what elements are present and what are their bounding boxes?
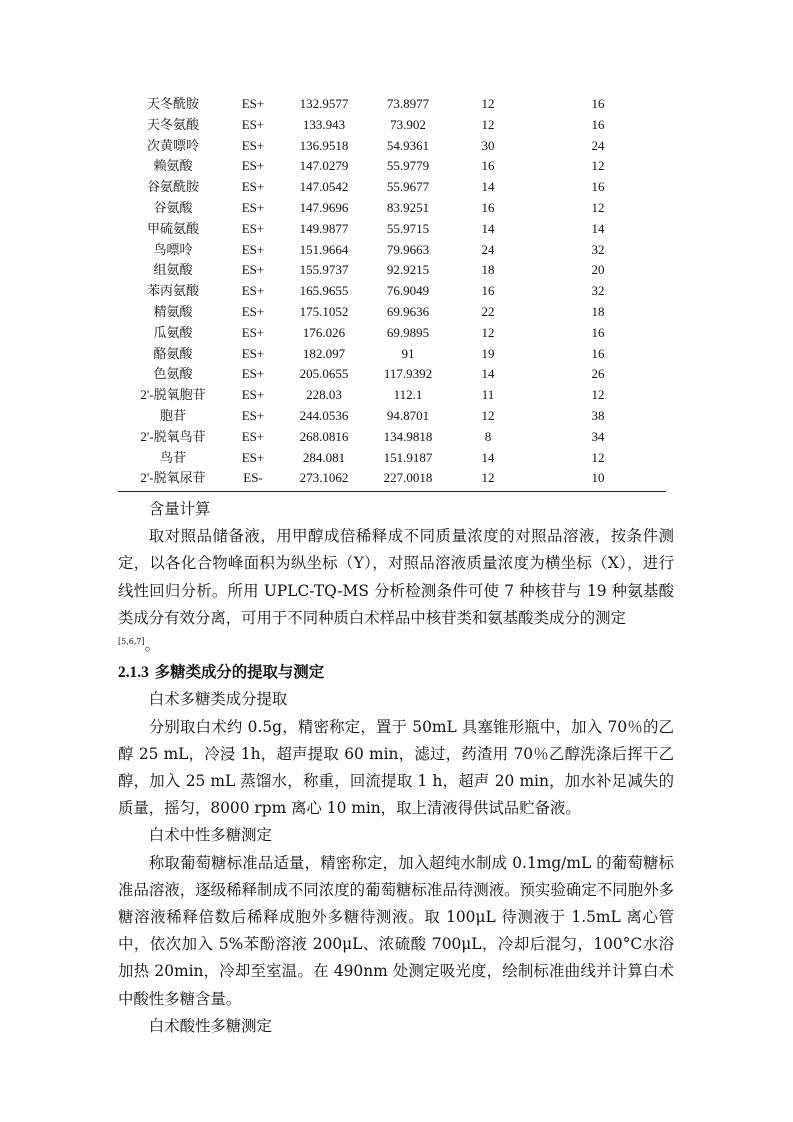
ion-mode-cell: ES+ [241, 387, 265, 403]
collision-energy-cell: 20 [591, 262, 605, 278]
ion-mode-cell: ES+ [241, 179, 265, 195]
cone-voltage-cell: 14 [481, 449, 495, 465]
collision-energy-cell: 32 [591, 283, 605, 299]
table-row [118, 219, 666, 240]
precursor-ion-cell: 228.03 [306, 387, 342, 403]
compound-cell: 天冬氨酸 [146, 116, 199, 132]
product-ion-cell: 73.8977 [386, 96, 430, 111]
collision-energy-cell: 16 [591, 324, 605, 340]
collision-energy-cell: 10 [591, 470, 605, 486]
compound-cell: 天冬酰胺 [146, 96, 199, 111]
compound-cell: 2'-脱氧鸟苷 [140, 428, 206, 444]
ion-mode-cell: ES+ [241, 137, 265, 153]
precursor-ion-cell: 149.9877 [299, 220, 349, 236]
precursor-ion-cell: 133.943 [302, 116, 346, 132]
content-calc-paragraph [118, 523, 674, 659]
collision-energy-cell: 24 [591, 137, 605, 153]
cone-voltage-cell: 30 [481, 137, 495, 153]
precursor-ion-cell: 273.1062 [299, 470, 349, 486]
content-calc-heading: 含量计算 [148, 500, 211, 518]
table-row [118, 468, 666, 489]
compound-cell: 苯丙氨酸 [146, 283, 199, 299]
neutral-heading: 白术中性多糖测定 [148, 826, 272, 845]
cone-voltage-cell: 22 [481, 303, 495, 319]
cone-voltage-cell: 14 [481, 366, 495, 382]
table-row [118, 281, 666, 302]
cone-voltage-cell: 18 [481, 262, 495, 278]
content-calc-end: 。 [144, 636, 161, 655]
precursor-ion-cell: 147.0542 [299, 179, 349, 195]
precursor-ion-cell: 182.097 [302, 345, 346, 361]
compound-cell: 组氨酸 [153, 262, 193, 278]
precursor-ion-cell: 284.081 [302, 449, 346, 465]
ion-mode-cell: ES+ [241, 116, 265, 132]
precursor-ion-cell: 165.9655 [299, 283, 349, 299]
collision-energy-cell: 26 [591, 366, 605, 382]
product-ion-cell: 151.9187 [383, 449, 433, 465]
product-ion-cell: 69.9636 [386, 303, 430, 319]
precursor-ion-cell: 136.9518 [299, 137, 349, 153]
compound-cell: 酪氨酸 [153, 345, 193, 361]
ion-mode-cell: ES+ [241, 428, 265, 444]
cone-voltage-cell: 16 [481, 158, 495, 174]
table-row [118, 385, 666, 406]
compound-cell: 瓜氨酸 [153, 324, 193, 340]
ion-mode-cell: ES- [243, 470, 263, 486]
extraction-heading: 白术多糖类成分提取 [148, 690, 288, 709]
cone-voltage-cell: 12 [481, 324, 495, 340]
cone-voltage-cell: 12 [481, 116, 495, 132]
product-ion-cell: 83.9251 [386, 199, 430, 215]
acidic-heading: 白术酸性多糖测定 [148, 1016, 272, 1035]
compound-cell: 鸟苷 [159, 449, 186, 465]
ion-mode-cell: ES+ [241, 407, 265, 423]
product-ion-cell: 69.9895 [386, 324, 430, 340]
ion-mode-cell: ES+ [241, 324, 265, 340]
collision-energy-cell: 12 [591, 387, 605, 403]
product-ion-cell: 73.902 [390, 116, 426, 132]
table-row [118, 156, 666, 177]
cone-voltage-cell: 16 [481, 283, 495, 299]
product-ion-cell: 55.9677 [386, 179, 430, 195]
cone-voltage-cell: 12 [481, 96, 495, 111]
precursor-ion-cell: 132.9577 [299, 96, 349, 111]
mrm-table [118, 94, 666, 489]
precursor-ion-cell: 268.0816 [299, 428, 349, 444]
compound-cell: 鸟嘌呤 [153, 241, 193, 257]
collision-energy-cell: 18 [591, 303, 605, 319]
table-bottom-rule [118, 491, 666, 492]
collision-energy-cell: 34 [591, 428, 605, 444]
section-title: 多糖类成分的提取与测定 [154, 663, 325, 682]
table-row [118, 198, 666, 219]
product-ion-cell: 227.0018 [383, 470, 433, 486]
precursor-ion-cell: 151.9664 [299, 241, 349, 257]
cone-voltage-cell: 14 [481, 179, 495, 195]
table-row [118, 115, 666, 136]
collision-energy-cell: 38 [591, 407, 605, 423]
product-ion-cell: 112.1 [393, 387, 423, 403]
precursor-ion-cell: 147.0279 [299, 158, 349, 174]
compound-cell: 精氨酸 [153, 303, 193, 319]
table-body [118, 94, 666, 489]
table-row [118, 94, 666, 115]
table-row [118, 427, 666, 448]
content-calc-text: 取对照品储备液，用甲醇成倍稀释成不同质量浓度的对照品溶液，按条件测定，以各化合物峰面积为纵坐标（Y），对照品溶液质量浓度为横坐标（X），进行线性回归分析。所用 UPLC-TQ-MS 分析检测条件可使 7 种核苷与 19 种氨基酸类成分有效分离，可用于不同种质白术样品中核苷类和氨基酸类成分的测定 [118, 527, 674, 627]
product-ion-cell: 134.9818 [383, 428, 433, 444]
cone-voltage-cell: 24 [481, 241, 495, 257]
collision-energy-cell: 16 [591, 116, 605, 132]
ion-mode-cell: ES+ [241, 199, 265, 215]
section-heading [118, 659, 674, 686]
extraction-paragraph: 分别取白术约 0.5g，精密称定，置于 50mL 具塞锥形瓶中，加入 70％的乙醇 25 mL，冷浸 1h，超声提取 60 min，滤过，药渣用 70％乙醇洗涤后挥干乙醇，加入 25 mL 蒸馏水，称重，回流提取 1 h，超声 20 min，加水补足减失的质量，摇匀，8000 rpm 离心 10 min，取上清液得供试品贮备液。 [118, 717, 674, 818]
precursor-ion-cell: 244.0536 [299, 407, 349, 423]
compound-cell: 次黄嘌呤 [146, 137, 199, 153]
cone-voltage-cell: 14 [481, 220, 495, 236]
collision-energy-cell: 32 [591, 241, 605, 257]
collision-energy-cell: 14 [591, 220, 605, 236]
collision-energy-cell: 12 [591, 199, 605, 215]
ion-mode-cell: ES+ [241, 262, 265, 278]
precursor-ion-cell: 205.0655 [299, 366, 349, 382]
compound-cell: 2'-脱氧尿苷 [140, 470, 206, 486]
product-ion-cell: 94.8701 [386, 407, 430, 423]
precursor-ion-cell: 147.9696 [299, 199, 349, 215]
product-ion-cell: 55.9715 [386, 220, 430, 236]
collision-energy-cell: 16 [591, 345, 605, 361]
table-row [118, 260, 666, 281]
cone-voltage-cell: 12 [481, 470, 495, 486]
cone-voltage-cell: 16 [481, 199, 495, 215]
cone-voltage-cell: 19 [481, 345, 495, 361]
collision-energy-cell: 12 [591, 449, 605, 465]
product-ion-cell: 117.9392 [383, 366, 433, 382]
neutral-paragraph: 称取葡萄糖标准品适量，精密称定，加入超纯水制成 0.1mg/mL 的葡萄糖标准品溶液，逐级稀释制成不同浓度的葡萄糖标准品待测液。预实验确定不同胞外多糖溶液稀释倍数后稀释成胞外多糖待测液。取 100μL 待测液于 1.5mL 离心管中，依次加入 5%苯酚溶液 200μL、浓硫酸 700μL，冷却后混匀，100°C水浴加热 20min，冷却至室温。在 490nm 处测定吸光度，绘制标准曲线并计算白术中酸性多糖含量。 [118, 853, 674, 1008]
compound-cell: 赖氨酸 [153, 158, 193, 174]
cone-voltage-cell: 11 [481, 387, 495, 403]
product-ion-cell: 92.9215 [386, 262, 430, 278]
compound-cell: 2'-脱氧胞苷 [140, 387, 206, 403]
mrm-parameter-table [118, 94, 666, 492]
product-ion-cell: 91 [401, 345, 415, 361]
table-row [118, 323, 666, 344]
compound-cell: 谷氨酸 [153, 199, 193, 215]
precursor-ion-cell: 176.026 [302, 324, 346, 340]
precursor-ion-cell: 155.9737 [299, 262, 349, 278]
collision-energy-cell: 12 [591, 158, 605, 174]
table-row [118, 406, 666, 427]
table-row [118, 240, 666, 261]
ion-mode-cell: ES+ [241, 303, 265, 319]
product-ion-cell: 79.9663 [386, 241, 430, 257]
cone-voltage-cell: 12 [481, 407, 495, 423]
ion-mode-cell: ES+ [241, 449, 265, 465]
ion-mode-cell: ES+ [241, 220, 265, 236]
collision-energy-cell: 16 [591, 96, 605, 111]
compound-cell: 谷氨酰胺 [146, 179, 199, 195]
compound-cell: 甲硫氨酸 [146, 220, 199, 236]
table-row [118, 177, 666, 198]
table-row [118, 302, 666, 323]
ion-mode-cell: ES+ [241, 283, 265, 299]
ion-mode-cell: ES+ [241, 345, 265, 361]
ion-mode-cell: ES+ [241, 158, 265, 174]
cone-voltage-cell: 8 [484, 428, 492, 444]
compound-cell: 胞苷 [159, 407, 186, 423]
table-row [118, 448, 666, 469]
table-row [118, 344, 666, 365]
section-number: 2.1.3 [118, 664, 149, 682]
body-text [118, 496, 674, 1040]
ion-mode-cell: ES+ [241, 241, 265, 257]
table-row [118, 364, 666, 385]
product-ion-cell: 55.9779 [386, 158, 430, 174]
product-ion-cell: 76.9049 [386, 283, 430, 299]
ion-mode-cell: ES+ [241, 366, 265, 382]
precursor-ion-cell: 175.1052 [299, 303, 349, 319]
table-row [118, 136, 666, 157]
collision-energy-cell: 16 [591, 179, 605, 195]
ion-mode-cell: ES+ [241, 96, 265, 111]
product-ion-cell: 54.9361 [386, 137, 430, 153]
compound-cell: 色氨酸 [153, 366, 193, 382]
citation-marker: [5,6,7] [118, 636, 145, 646]
